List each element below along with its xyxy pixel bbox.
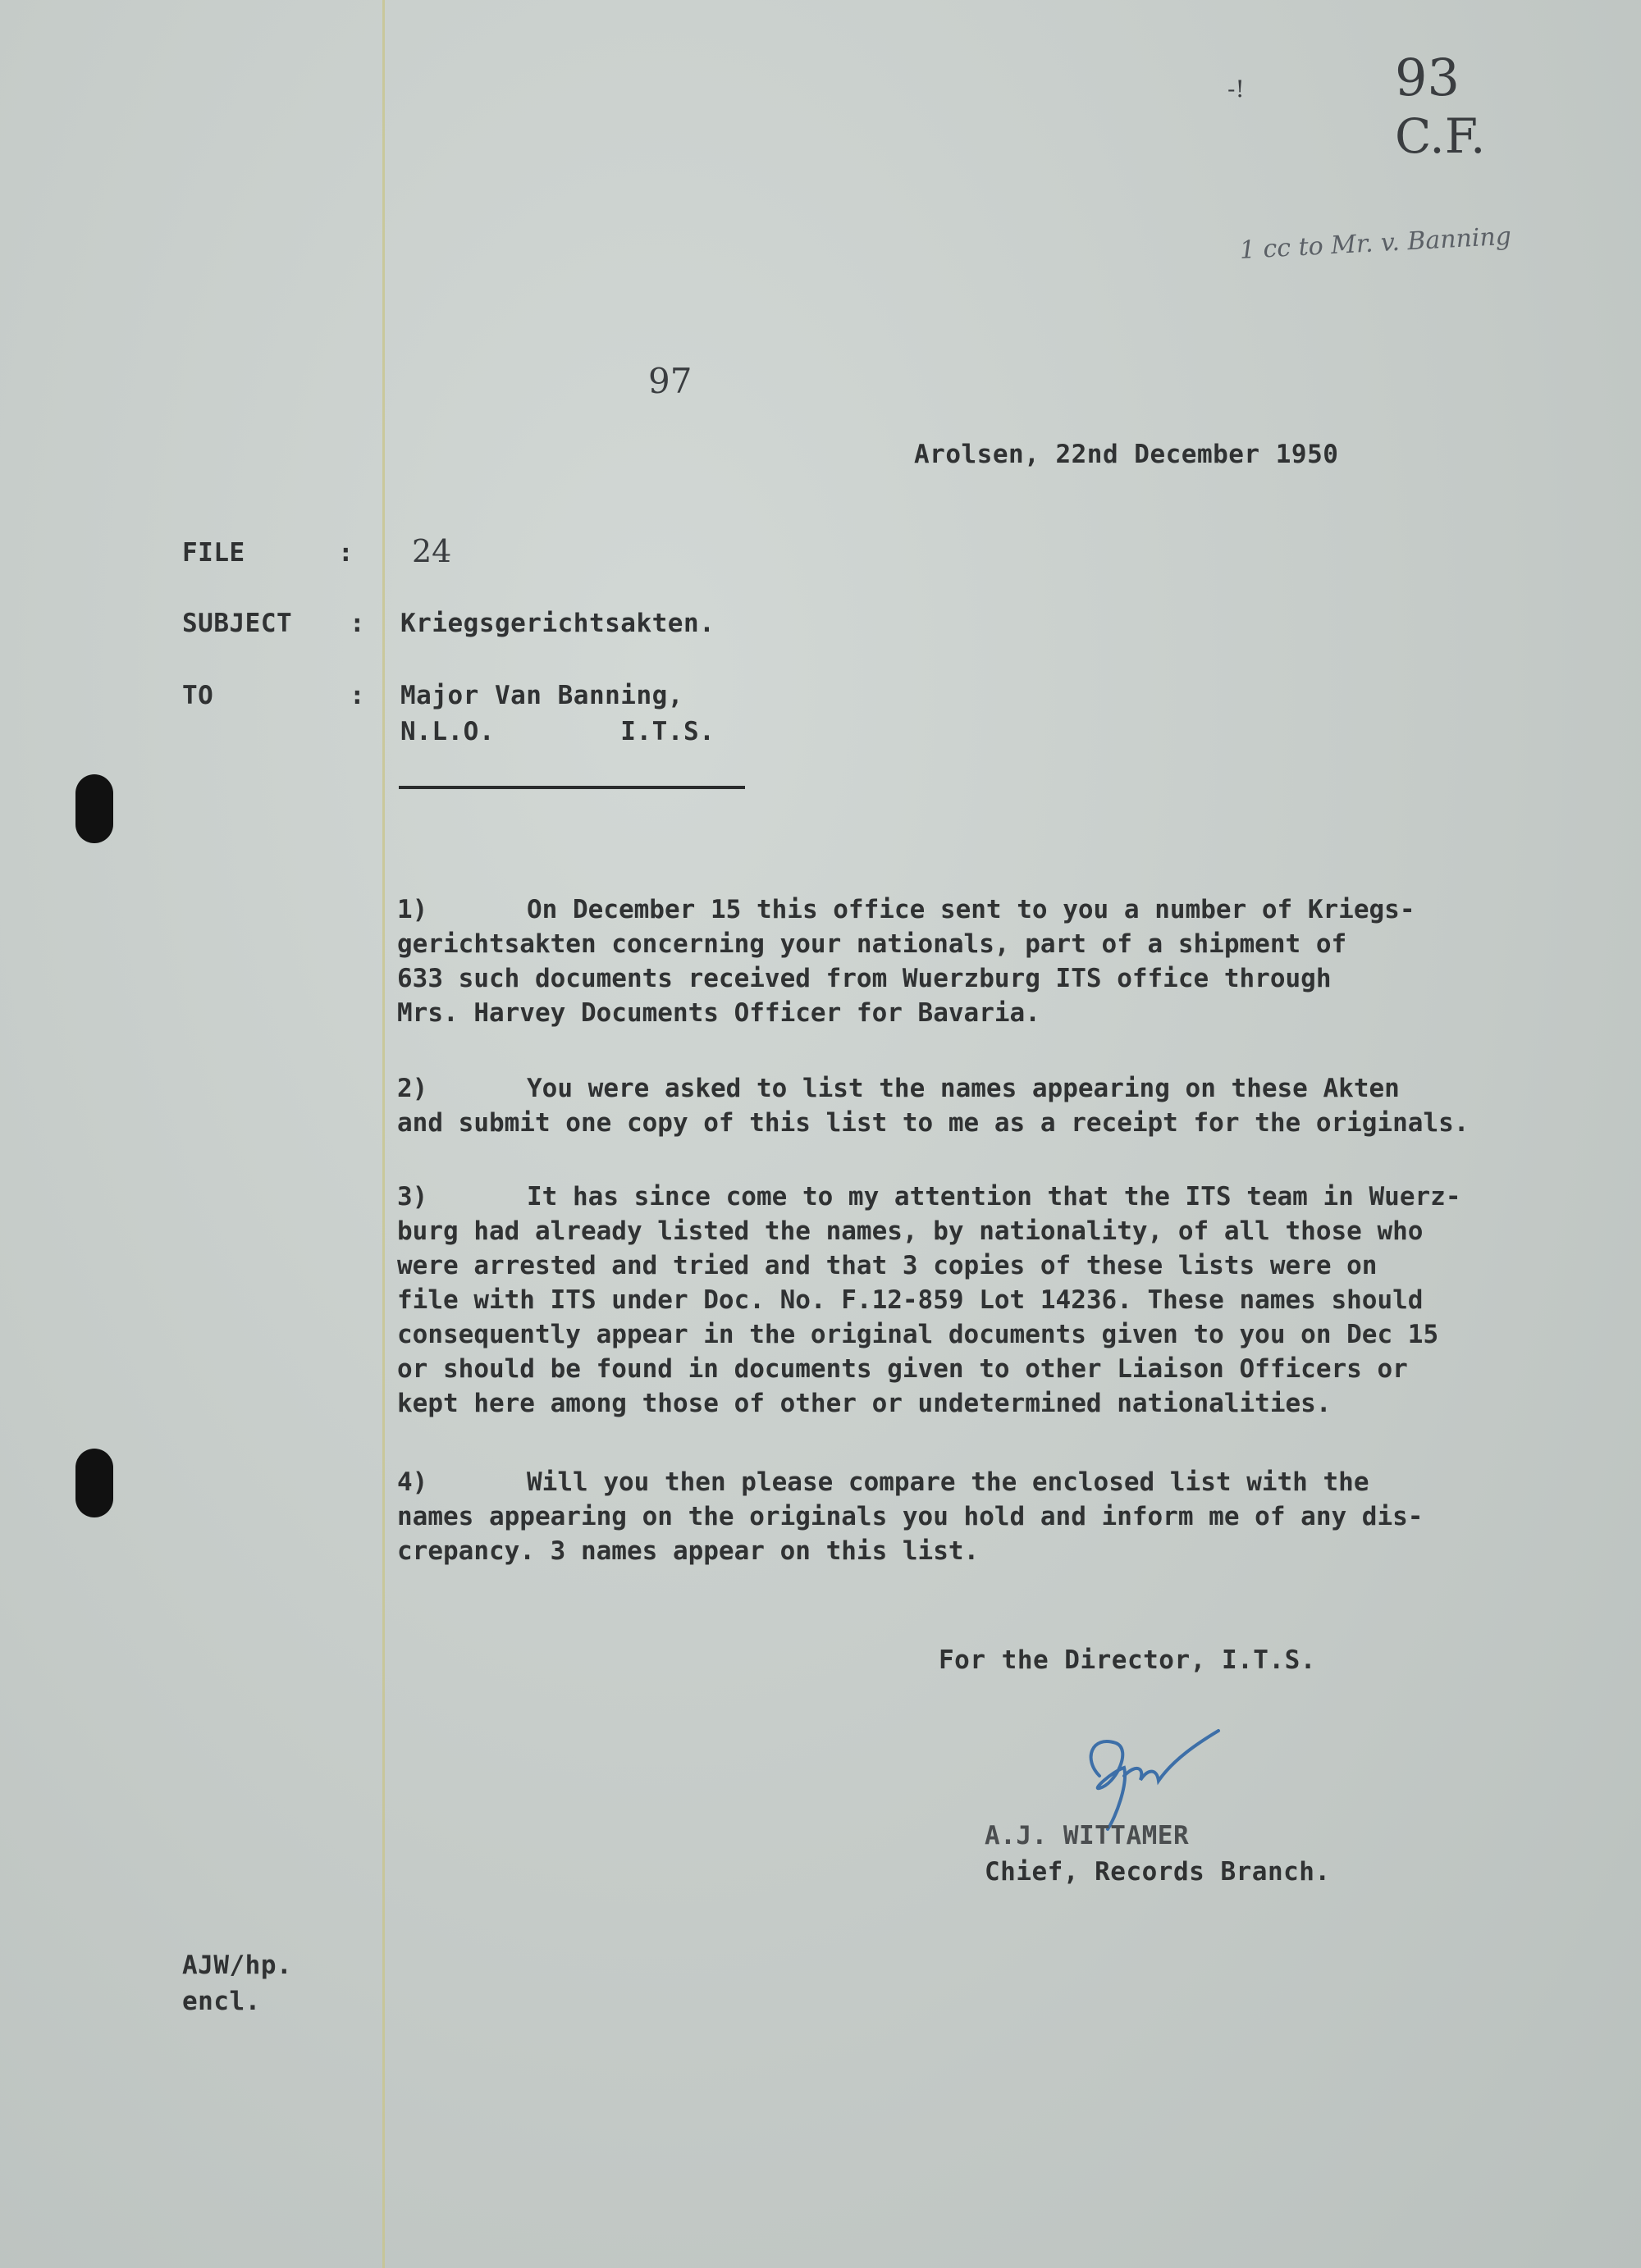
paragraph-2-number: 2) [397,1074,428,1103]
subject-value: Kriegsgerichtsakten. [400,609,715,638]
paragraph-3 [397,1180,1595,1421]
paragraph-4 [397,1465,1595,1568]
header-rule [399,786,745,789]
subject-label: SUBJECT [182,609,293,638]
paragraph-4-number: 4) [397,1467,428,1497]
signer-title: Chief, Records Branch. [985,1857,1331,1887]
reference-initials: AJW/hp. [182,1951,293,1980]
paragraph-2-text: You were asked to list the names appearing on these Akten and submit one copy of this list to me as a receipt for the originals. [397,1074,1470,1138]
file-label: FILE [182,538,245,568]
paragraph-3-number: 3) [397,1182,428,1212]
page-number: 97 [648,361,693,401]
to-line-1: Major Van Banning, [400,681,683,710]
subject-separator: : [350,609,366,638]
archive-code: C.F. [1395,108,1486,164]
archive-number: 93 [1395,48,1460,107]
paragraph-1-text: On December 15 this office sent to you a number of Kriegs- gerichtsakten concerning your nationals, part of a shipment of 633 such documents received from Wuerzburg ITS office through Mrs. Harvey Documents Officer for Bavaria. [397,895,1415,1028]
to-line-2: N.L.O. I.T.S. [400,717,715,746]
signer-name: A.J. WITTAMER [985,1821,1190,1850]
closing-for-line: For the Director, I.T.S. [939,1645,1316,1675]
handwritten-signature [1067,1727,1231,1833]
top-mark: -! [1227,75,1245,103]
file-value: 24 [412,533,452,569]
marginal-note: 1 cc to Mr. v. Banning [1239,221,1512,265]
to-label: TO [182,681,214,710]
enclosure-note: encl. [182,1987,261,2016]
place-date: Arolsen, 22nd December 1950 [914,440,1339,469]
to-separator: : [350,681,366,710]
file-separator: : [338,538,354,568]
punch-hole-top [75,774,113,843]
margin-line [382,0,385,2268]
paragraph-2 [397,1071,1595,1140]
paragraph-3-text: It has since come to my attention that the ITS team in Wuerz- burg had already listed the names, by nationality, of all those who were arrested and tried and that 3 copies of these lists were on file with ITS under Doc. No. F.12-859 Lot 14236. These names should consequently appear in the original documents given to you on Dec 15 or should be found in documents given to other Liaison Officers or kept here among those of other or undetermined nationalities. [397,1182,1461,1418]
paragraph-1 [397,892,1595,1030]
paragraph-4-text: Will you then please compare the enclosed list with the names appearing on the originals you hold and inform me of any dis- crepancy. 3 names appear on this list. [397,1467,1424,1566]
paragraph-1-number: 1) [397,895,428,924]
punch-hole-bottom [75,1449,113,1517]
